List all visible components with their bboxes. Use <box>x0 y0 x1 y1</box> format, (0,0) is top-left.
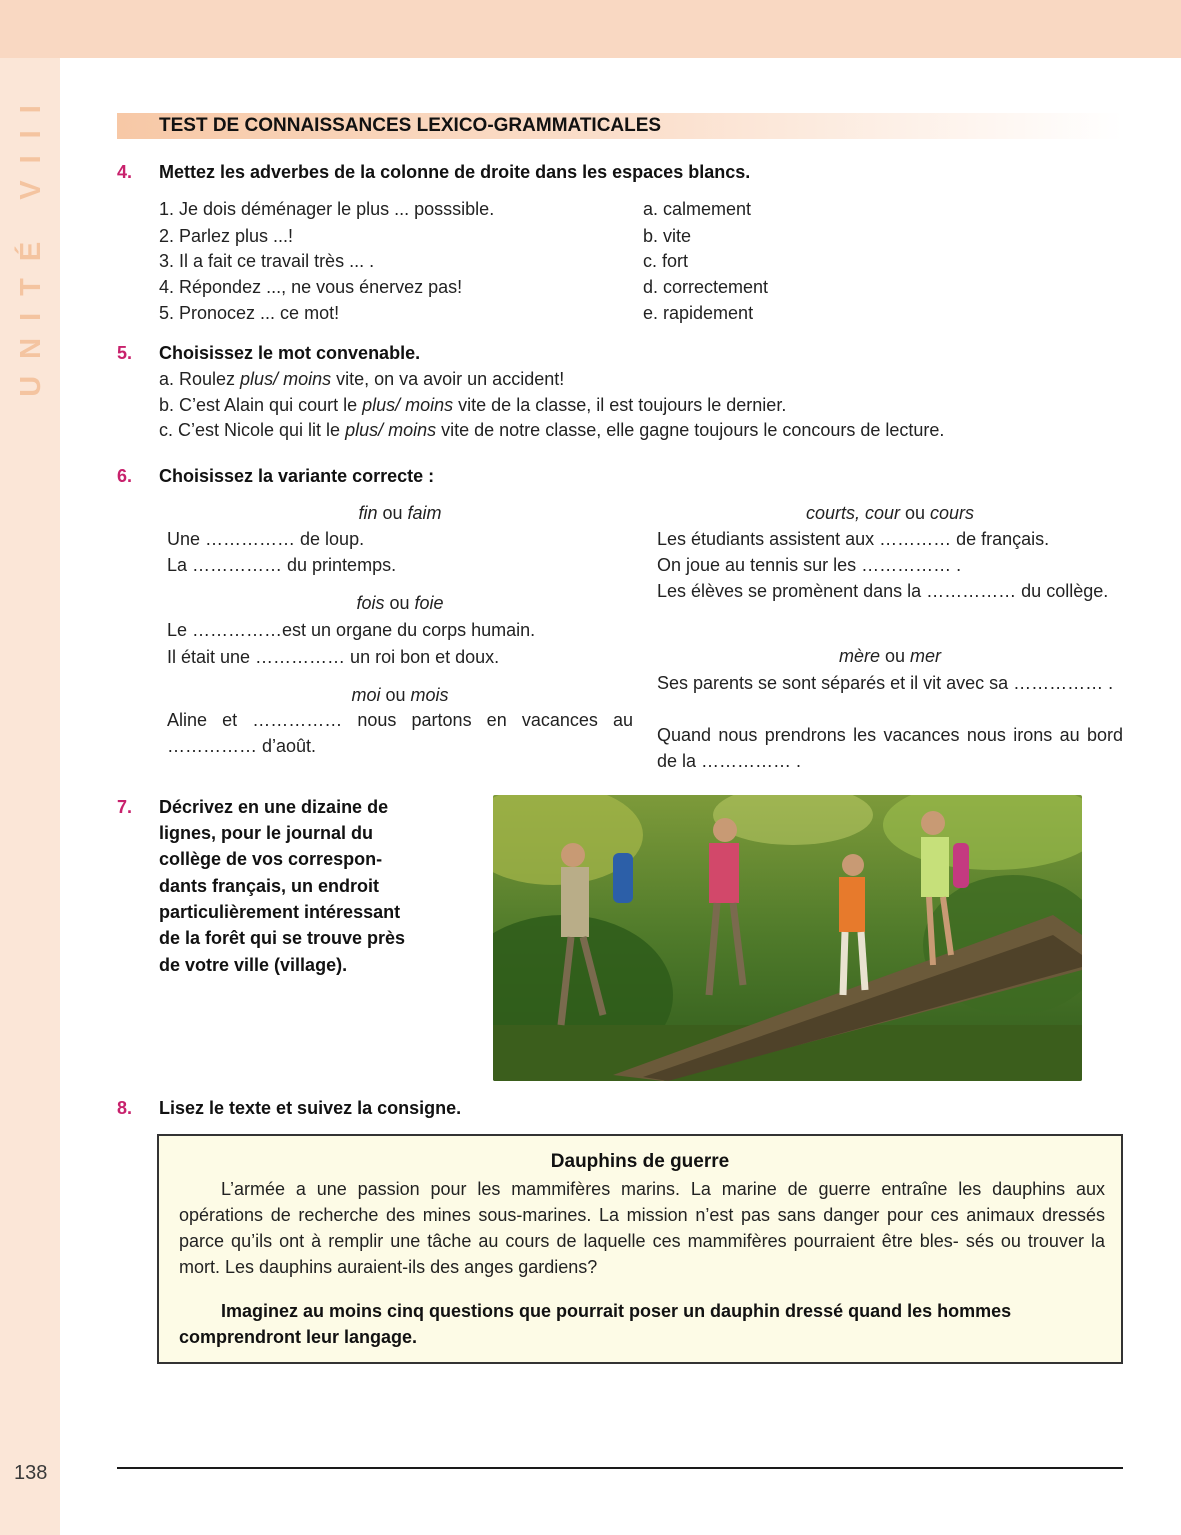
ex6-sentence: Le ……………est un organe du corps humain. <box>167 620 536 640</box>
ex6-word-pair: mère ou mer <box>838 646 942 666</box>
top-band <box>0 0 1181 58</box>
ex8-instruction: Lisez le texte et suivez la consigne. <box>159 1098 462 1118</box>
reading-title: Dauphins de guerre <box>550 1151 730 1172</box>
section-header <box>117 113 1123 139</box>
ex6-sentence: Quand nous prendrons les vacances nous irons au bord de la …………… . <box>657 725 1123 771</box>
ex4-adverb: c. fort <box>643 251 689 271</box>
ex6-sentence: La …………… du printemps. <box>167 555 397 575</box>
ex6-word-pair: courts, cour ou cours <box>805 503 975 523</box>
ex7-line: Décrivez en une dizaine de <box>159 797 389 817</box>
ex5-sentence: b. C’est Alain qui court le plus/ moins vite de la classe, il est toujours le dernier. <box>159 395 787 415</box>
bottom-rule <box>117 1467 1123 1469</box>
ex6-sentence: Ses parents se sont séparés et il vit avec sa …………… . <box>657 673 1114 693</box>
ex7-line: collège de vos correspon- <box>159 849 383 869</box>
ex6-sentence: Les étudiants assistent aux ………… de français. <box>657 529 1050 549</box>
ex6-word-pair: moi ou mois <box>351 685 449 705</box>
ex5-sentence: c. C’est Nicole qui lit le plus/ moins vite de notre classe, elle gagne toujours le concours de lecture. <box>159 420 945 440</box>
section-title: TEST DE CONNAISSANCES LEXICO-GRAMMATICALES <box>159 115 662 136</box>
ex5-number: 5. <box>117 343 133 363</box>
ex4-adverb: a. calmement <box>643 199 752 219</box>
ex6-sentence: On joue au tennis sur les …………… . <box>657 555 962 575</box>
ex7-line: particulièrement intéressant <box>159 902 401 922</box>
ex4-number: 4. <box>117 162 133 182</box>
ex6-sentence: Une …………… de loup. <box>167 529 365 549</box>
ex4-instruction: Mettez les adverbes de la colonne de droite dans les espaces blancs. <box>159 162 751 182</box>
ex4-sentence: 4. Répondez ..., ne vous énervez pas! <box>159 277 463 297</box>
reading-task: Imaginez au moins cinq questions que pourrait poser un dauphin dressé quand les hommes comprendront leur langage. <box>179 1301 1012 1347</box>
unit-label: UNITÉ VIII <box>14 87 47 397</box>
reading-paragraph: L’armée a une passion pour les mammifères marins. La marine de guerre entraîne les dauphins aux opérations de recherche des mines sous-marines. La mission n’est pas sans danger pour ces animaux dressés parce qu’ils ont à remplir une tâche au cours de laquelle ces mammifères pourraient être bles- sés ou trouver la mort. Les dauphins auraient-ils des anges gardiens? <box>179 1179 1105 1277</box>
ex6-word-pair: fois ou foie <box>356 593 444 613</box>
forest-photo <box>493 795 1082 1081</box>
ex5-instruction: Choisissez le mot convenable. <box>159 343 421 363</box>
ex7-line: lignes, pour le journal du <box>159 823 374 843</box>
ex7-line: de la forêt qui se trouve près <box>159 928 406 948</box>
ex4-adverb: b. vite <box>643 226 692 246</box>
ex8-number: 8. <box>117 1098 133 1118</box>
ex6-sentence: Les élèves se promènent dans la …………… du collège. <box>657 581 1109 601</box>
ex7-line: dants français, un endroit <box>159 876 380 896</box>
ex4-sentence: 1. Je dois déménager le plus ... posssible. <box>159 199 495 219</box>
ex5-sentence: a. Roulez plus/ moins vite, on va avoir un accident! <box>159 369 565 389</box>
ex7-line: de votre ville (village). <box>159 955 348 975</box>
page-number: 138 <box>14 1462 48 1484</box>
ex4-sentence: 3. Il a fait ce travail très ... . <box>159 251 375 271</box>
ex6-number: 6. <box>117 466 133 486</box>
ex4-sentence: 5. Pronocez ... ce mot! <box>159 303 340 323</box>
ex6-word-pair: fin ou faim <box>358 503 442 523</box>
ex6-sentence: Il était une …………… un roi bon et doux. <box>167 647 500 667</box>
reading-textbox <box>157 1134 1123 1364</box>
ex4-adverb: e. rapidement <box>643 303 754 323</box>
ex4-adverb: d. correctement <box>643 277 769 297</box>
ex6-sentence: Aline et …………… nous partons en vacances au …………… d’août. <box>167 710 633 756</box>
ex4-sentence: 2. Parlez plus ...! <box>159 226 294 246</box>
ex6-instruction: Choisissez la variante correcte : <box>159 466 435 486</box>
ex7-number: 7. <box>117 797 133 817</box>
